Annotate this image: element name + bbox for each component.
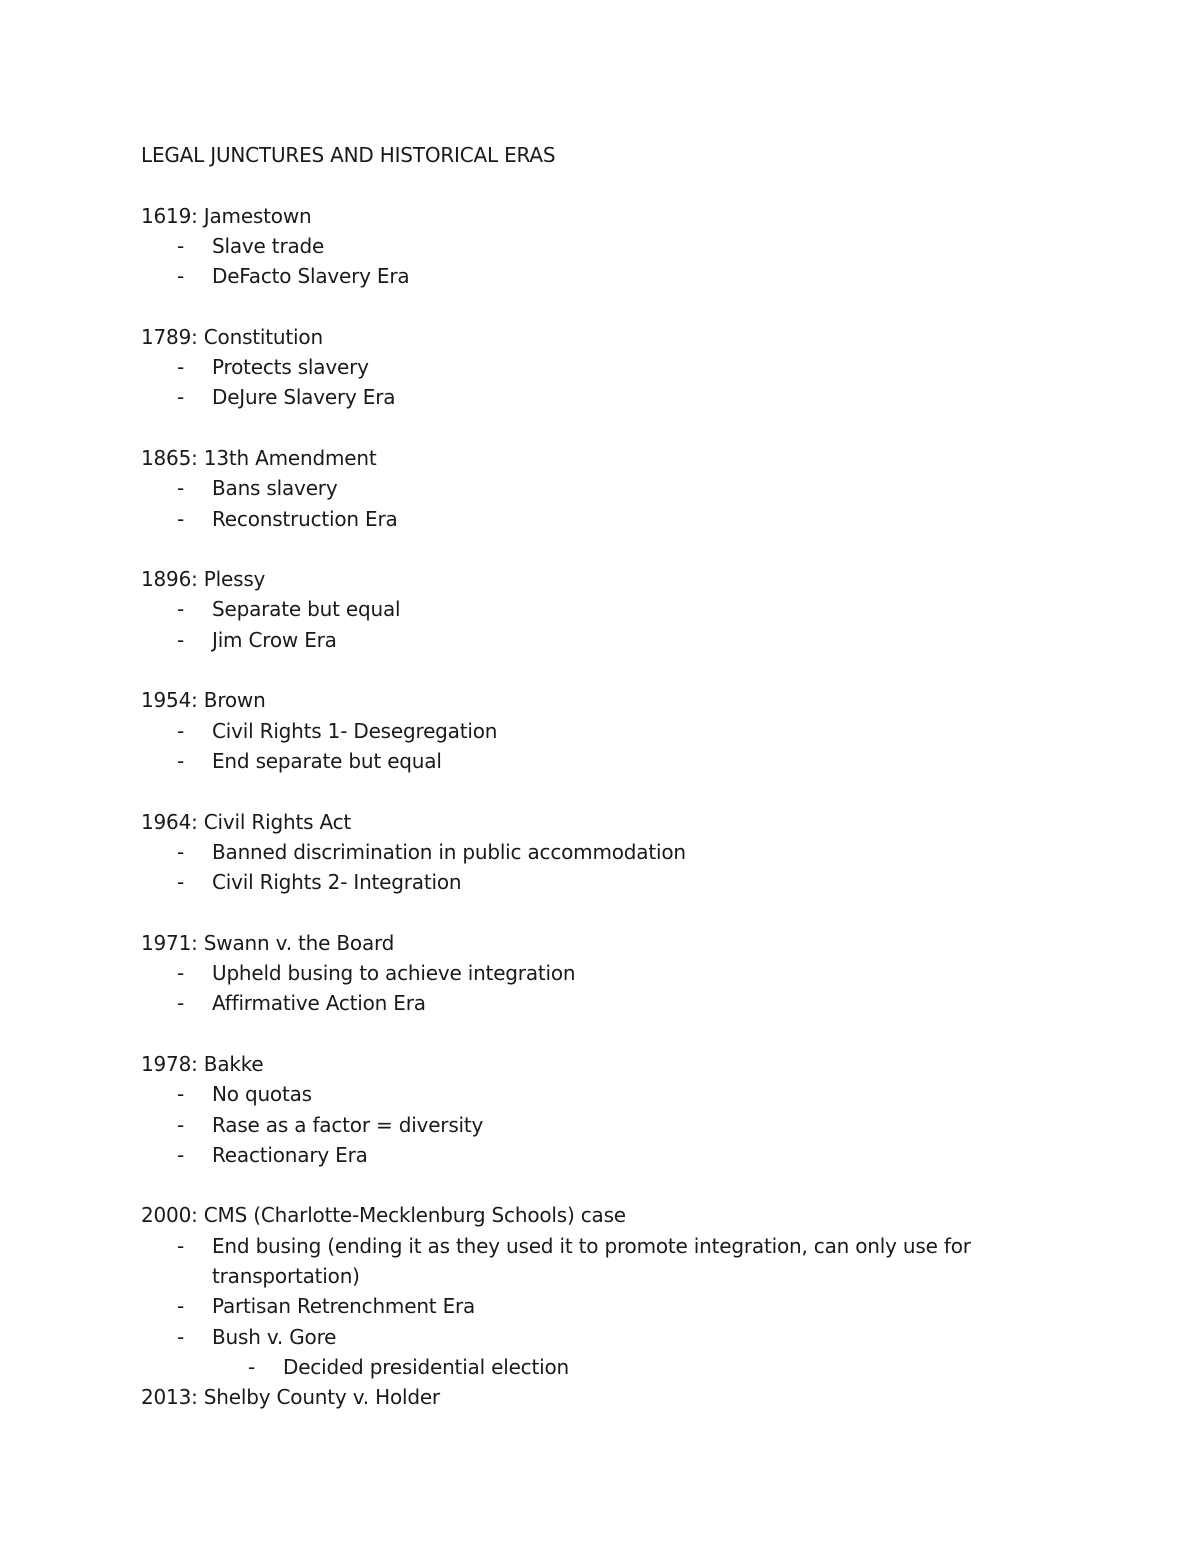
list-item (141, 1322, 1061, 1352)
list-item-text: Affirmative Action Era (212, 991, 426, 1016)
section-1789 (141, 322, 1061, 413)
list-item-text: Civil Rights 2- Integration (212, 870, 462, 895)
dash-marker: - (177, 1082, 185, 1107)
list-item (141, 1140, 1061, 1170)
list-item (141, 958, 1061, 988)
section-1964 (141, 807, 1061, 898)
list-item-text: Upheld busing to achieve integration (212, 961, 576, 986)
dash-marker: - (177, 1112, 185, 1137)
list-item (141, 231, 1061, 261)
dash-marker: - (177, 991, 185, 1016)
dash-marker: - (177, 748, 185, 773)
dash-marker: - (177, 1142, 185, 1167)
list-item-text: DeJure Slavery Era (212, 385, 396, 410)
list-item (141, 988, 1061, 1018)
dash-marker: - (177, 264, 185, 289)
section-heading: 1971: Swann v. the Board (141, 930, 395, 955)
section-heading: 1789: Constitution (141, 324, 323, 349)
list-item-text: Jim Crow Era (212, 627, 337, 652)
dash-marker: - (177, 870, 185, 895)
list-item-text: Bush v. Gore (212, 1324, 337, 1349)
list-item-text: Reconstruction Era (212, 506, 398, 531)
dash-marker: - (177, 355, 185, 380)
section-1619 (141, 201, 1061, 292)
list-item-text: Bans slavery (212, 476, 338, 501)
list-item (141, 504, 1061, 534)
dash-marker: - (177, 476, 185, 501)
list-item-text: Reactionary Era (212, 1142, 368, 1167)
list-item-text: Protects slavery (212, 355, 369, 380)
list-item-text: Civil Rights 1- Desegregation (212, 718, 498, 743)
list-item (141, 1291, 1061, 1321)
dash-marker: - (177, 233, 185, 258)
section-heading: 1964: Civil Rights Act (141, 809, 352, 834)
list-item-text: End separate but equal (212, 748, 442, 773)
dash-marker: - (177, 1324, 185, 1349)
section-1954 (141, 685, 1061, 776)
list-item (141, 1110, 1061, 1140)
sub-list-item (141, 1352, 1061, 1382)
section-2000 (141, 1200, 1061, 1382)
document-page (141, 140, 1061, 1412)
section-2013 (141, 1382, 1061, 1412)
list-item-text: Slave trade (212, 233, 325, 258)
list-item-text: Banned discrimination in public accommodation (212, 839, 686, 864)
section-1978 (141, 1049, 1061, 1170)
list-item (141, 625, 1061, 655)
section-heading: 2000: CMS (Charlotte-Mecklenburg Schools) case (141, 1203, 626, 1228)
section-heading: 1865: 13th Amendment (141, 445, 377, 470)
dash-marker: - (177, 839, 185, 864)
document-title: LEGAL JUNCTURES AND HISTORICAL ERAS (141, 143, 556, 167)
section-heading: 2013: Shelby County v. Holder (141, 1385, 440, 1410)
dash-marker: - (248, 1354, 256, 1379)
list-item (141, 1079, 1061, 1109)
list-item-text: No quotas (212, 1082, 312, 1107)
list-item (141, 1231, 1061, 1292)
dash-marker: - (177, 627, 185, 652)
list-item-text: Partisan Retrenchment Era (212, 1294, 476, 1319)
list-item-text: Rase as a factor = diversity (212, 1112, 484, 1137)
dash-marker: - (177, 1294, 185, 1319)
list-item (141, 261, 1061, 291)
list-item (141, 746, 1061, 776)
section-heading: 1978: Bakke (141, 1051, 264, 1076)
list-item (141, 382, 1061, 412)
dash-marker: - (177, 961, 185, 986)
list-item (141, 716, 1061, 746)
dash-marker: - (177, 1233, 185, 1258)
list-item (141, 867, 1061, 897)
list-item (141, 837, 1061, 867)
dash-marker: - (177, 506, 185, 531)
section-1865 (141, 443, 1061, 534)
list-item-text: End busing (ending it as they used it to promote integration, can only use for transportation) (212, 1233, 971, 1288)
dash-marker: - (177, 385, 185, 410)
section-1971 (141, 928, 1061, 1019)
list-item (141, 594, 1061, 624)
list-item-text: DeFacto Slavery Era (212, 264, 410, 289)
dash-marker: - (177, 597, 185, 622)
list-item (141, 352, 1061, 382)
section-heading: 1954: Brown (141, 688, 266, 713)
dash-marker: - (177, 718, 185, 743)
list-item-text: Separate but equal (212, 597, 401, 622)
list-item (141, 473, 1061, 503)
sub-list-item-text: Decided presidential election (283, 1354, 569, 1379)
section-heading: 1896: Plessy (141, 567, 266, 592)
section-heading: 1619: Jamestown (141, 203, 312, 228)
section-1896 (141, 564, 1061, 655)
